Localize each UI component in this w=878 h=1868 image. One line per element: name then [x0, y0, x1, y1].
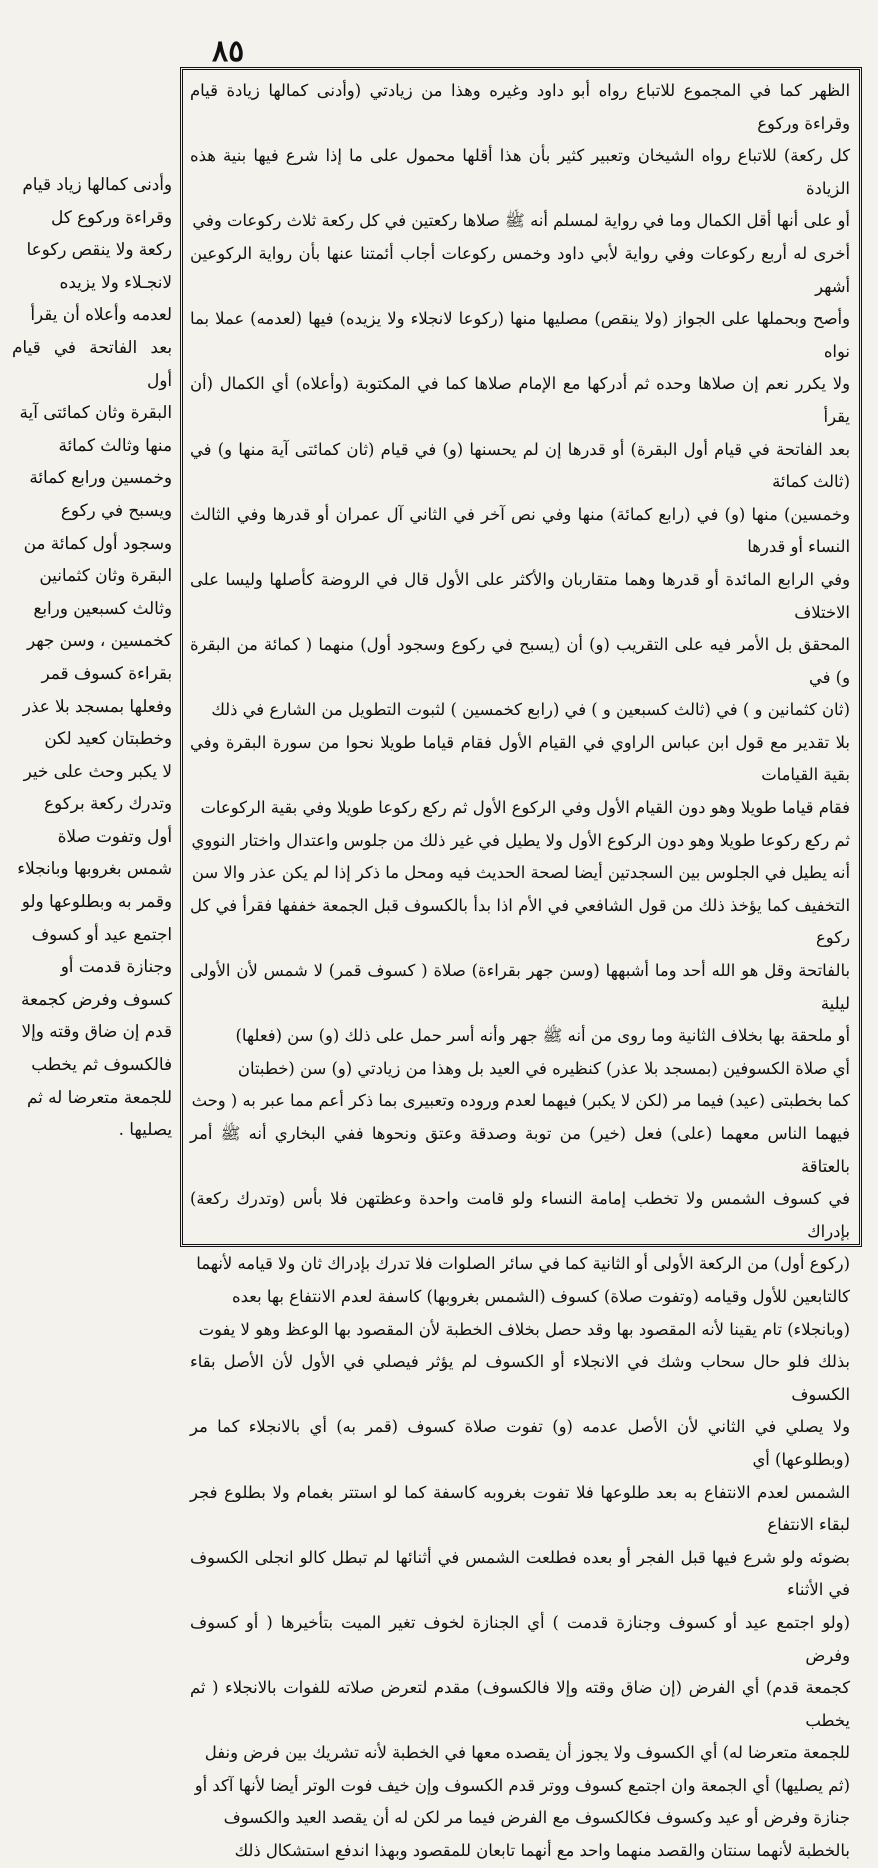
- margin-line: أول وتفوت صلاة: [57, 825, 172, 846]
- commentary-line: (ثم يصليها) أي الجمعة وان اجتمع كسوف ووتر قدم الكسوف وإن خيف فوت الوتر أيضا لأنها آكد أو: [194, 1775, 850, 1795]
- commentary-line: بعد الفاتحة في قيام أول البقرة) أو قدرها إن لم يحسنها (و) في قيام (ثان كمائتى آية منها و) في (ثالث كمائة: [190, 439, 851, 492]
- commentary-line: أخرى له أربع ركوعات وفي رواية لأبي داود وخمس ركوعات أجاب أئمتنا عنها بأن رواية الركوعين أشهر: [190, 243, 850, 296]
- margin-line: وأدنى كمالها زياد قيام: [22, 174, 172, 194]
- margin-line: كسوف وفرض كجمعة: [21, 988, 172, 1009]
- commentary-line: فيهما الناس معهما (على) فعل (خير) من توبة وصدقة وعتق ونحوها ففي البخاري أنه ﷺ أمر بالعتاقة: [190, 1124, 850, 1176]
- commentary-line: ثم ركع ركوعا طويلا وهو دون الركوع الأول ولا يطيل في غير ذلك من جلوس واعتدال واختار النووي: [191, 830, 850, 850]
- commentary-line: المحقق بل الأمر فيه على التقريب (و) أن (يسبح في ركوع وسجود أول) منهما ( كمائة من البقرة و) في: [190, 635, 850, 687]
- commentary-line: للجمعة متعرضا له) أي الكسوف ولا يجوز أن يقصده معها في الخطبة لأنه تشريك بين فرض ونفل: [204, 1743, 850, 1763]
- margin-line: وخطبتان كعيد لكن: [44, 728, 172, 749]
- commentary-line: أي صلاة الكسوفين (بمسجد بلا عذر) كنظيره في العيد بل وهذا من زيادتي (و) سن (خطبتان: [237, 1058, 850, 1078]
- commentary-line: كالتابعين للأول وقيامه (وتفوت صلاة) كسوف (الشمس بغروبها) كاسفة لعدم الانتفاع بها بعده: [231, 1286, 850, 1306]
- margin-line: لا يكبر وحث على خير: [23, 760, 172, 781]
- commentary-line: (ولو اجتمع عيد أو كسوف وجنازة قدمت ) أي الجنازة لخوف تغير الميت بتأخيرها ( أو كسوف وفرض: [190, 1612, 850, 1665]
- margin-line: وتدرك ركعة بركوع: [44, 793, 172, 814]
- commentary-line: ولا يصلي في الثاني لأن الأصل عدمه (و) تفوت صلاة كسوف (قمر به) أي بالانجلاء كما مر (وبطلوعها) أي: [190, 1417, 850, 1469]
- commentary-line: وفي الرابع المائدة أو قدرها وهما متقاربان والأكثر على الأول قال في الروضة كأصلها وليسا على الاختلاف: [190, 569, 850, 622]
- margin-line: اجتمع عيد أو كسوف: [31, 923, 172, 944]
- margin-line: بقراءة كسوف قمر: [41, 662, 172, 683]
- commentary-line: (وبانجلاء) تام يقينا لأنه المقصود بها وقد حصل بخلاف الخطبة لأن المقصود بها الوعظ وهو لا يفوت: [198, 1319, 850, 1339]
- commentary-line: ولا يكرر نعم إن صلاها وحده ثم أدركها مع الإمام صلاها كما في المكتوبة (وأعلاه) أي الكمال (أن يقرأ: [190, 374, 850, 426]
- margin-line: لعدمه وأعلاه أن يقرأ: [30, 304, 172, 325]
- commentary-text: [190, 75, 851, 1861]
- commentary-line: أو على أنها أقل الكمال وما في رواية لمسلم أنه ﷺ صلاها ركعتين في كل ركعة ثلاث ركوعات وفي: [192, 211, 850, 231]
- margin-line: شمس بغروبها وبانجلاء: [17, 858, 172, 879]
- margin-line: وقراءة وركوع كل: [51, 206, 172, 227]
- commentary-line: بضوئه ولو شرع فيها قبل الفجر أو بعده فطلعت الشمس في أثنائها لم تبطل كالو انجلى الكسوف في الأثناء: [190, 1547, 850, 1600]
- commentary-line: التخفيف كما يؤخذ ذلك من قول الشافعي في الأم اذا بدأ بالكسوف قبل الجمعة خففها فقرأ في كل ركوع: [190, 895, 850, 948]
- margin-line: البقرة وثان كمائتى آية: [19, 402, 172, 423]
- margin-line: وقمر به وبطلوعها ولو: [21, 891, 172, 912]
- margin-line: وخمسين ورابع كمائة: [29, 467, 172, 488]
- margin-matn-text: [12, 168, 172, 1140]
- commentary-line: وأصح وبحملها على الجواز (ولا ينقص) مصليها منها (ركوعا لانجلاء ولا يزيده) فيها (لعدمه) عملا بما نواه: [190, 309, 850, 361]
- margin-line: وجنازة قدمت أو: [60, 956, 172, 977]
- commentary-line: جنازة وفرض أو عيد وكسوف فكالكسوف مع الفرض فيما مر لكن له أن يقصد العيد والكسوف: [223, 1808, 850, 1828]
- margin-line: وسجود أول كمائة من: [23, 532, 172, 553]
- margin-line: كخمسين ، وسن جهر: [26, 630, 172, 651]
- commentary-line: في كسوف الشمس ولا تخطب إمامة النساء ولو قامت واحدة وعظتهن فلا بأس (وتدرك ركعة) بإدراك: [190, 1189, 850, 1241]
- commentary-line: وخمسين) منها (و) في (رابع كمائة) منها وفي نص آخر في الثاني آل عمران أو قدرها وفي الثالث النساء أو قدرها: [190, 504, 850, 557]
- margin-line: منها وثالث كمائة: [58, 434, 172, 455]
- commentary-line: كما بخطبتى (عيد) فيما مر (لكن لا يكبر) فيهما لعدم وروده وتعبيرى بما ذكر أعم مما عبر به ( وحث: [191, 1091, 850, 1111]
- commentary-line: بذلك فلو حال سحاب وشك في الانجلاء أو الكسوف لم يؤثر فيصلي في الأول لأن الأصل بقاء الكسوف: [190, 1352, 850, 1404]
- margin-line: قدم إن ضاق وقته وإلا: [21, 1021, 172, 1042]
- margin-line: وثالث كسبعين ورابع: [33, 597, 172, 618]
- margin-line: فالكسوف ثم يخطب: [31, 1054, 172, 1075]
- margin-line: بعد الفاتحة في قيام أول: [12, 336, 172, 390]
- commentary-line: (ثان كثمانين و ) في (ثالث كسبعين و ) في (رابع كخمسين ) لثبوت التطويل من الشارع في ذلك: [211, 700, 850, 720]
- commentary-line: أنه يطيل في الجلوس بين السجدتين أيضا لصحة الحديث فيه ومحل ما ذكر إذا لم يكن عذر والا سن: [191, 863, 850, 883]
- margin-line: وفعلها بمسجد بلا عذر: [22, 695, 172, 716]
- commentary-line: كجمعة قدم) أي الفرض (إن ضاق وقته وإلا فالكسوف) مقدم لتعرض صلاته للفوات بالانجلاء ( ثم يخطب: [190, 1678, 850, 1730]
- page-number: ٨٥: [212, 34, 245, 69]
- commentary-line: الشمس لعدم الانتفاع به بعد طلوعها فلا تفوت بغروبه كاسفة كما لو استتر بغمام ولا بطلوع فجر لبقاء الانتفاع: [190, 1482, 850, 1535]
- commentary-line: بالفاتحة وقل هو الله أحد وما أشبهها (وسن جهر بقراءة) صلاة ( كسوف قمر) لا شمس لأن الأولى ليلية: [190, 961, 850, 1013]
- commentary-line: بلا تقدير مع قول ابن عباس الراوي في القيام الأول فقام قياما طويلا نحوا من سورة البقرة وفي بقية القيامات: [190, 732, 850, 785]
- commentary-line: بالخطبة لأنهما سنتان والقصد منهما واحد مع أنهما تابعان للمقصود وبهذا اندفع استشكال ذلك: [234, 1841, 850, 1861]
- margin-line: يصليها .: [118, 1119, 172, 1140]
- commentary-line: (ركوع أول) من الركعة الأولى أو الثانية كما في سائر الصلوات فلا تدرك بإدراك ثان ولا قيامه لأنهما: [196, 1254, 850, 1274]
- commentary-line: الظهر كما في المجموع للاتباع رواه أبو داود وغيره وهذا من زيادتي (وأدنى كمالها زيادة قيام وقراءة وركوع: [190, 81, 850, 133]
- commentary-line: أو ملحقة بها بخلاف الثانية وما روى من أنه ﷺ جهر وأنه أسر حمل على ذلك (و) سن (فعلها): [235, 1026, 850, 1046]
- margin-line: البقرة وثان كثمانين: [39, 565, 172, 586]
- commentary-line: كل ركعة) للاتباع رواه الشيخان وتعبير كثير بأن هذا أقلها محمول على ما إذا شرع فيها بنية هذه الزيادة: [190, 146, 850, 198]
- commentary-line: فقام قياما طويلا وهو دون القيام الأول وفي الركوع الأول ثم ركع ركوعا طويلا وفي بقية الركوعات: [200, 798, 850, 818]
- margin-line: ويسبح في ركوع: [60, 499, 172, 520]
- margin-line: لانجـلاء ولا يزيده: [59, 271, 172, 292]
- margin-line: للجمعة متعرضا له ثم: [26, 1086, 172, 1107]
- margin-line: ركعة ولا ينقص ركوعا: [26, 239, 172, 260]
